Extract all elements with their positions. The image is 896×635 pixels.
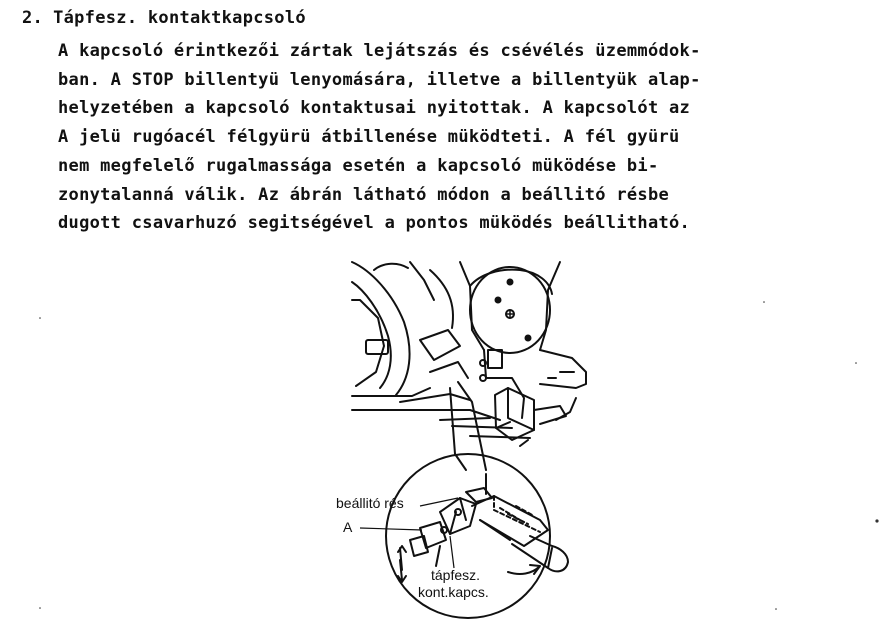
paragraph-line: ban. A STOP billentyü lenyomására, illetve a billentyük alap-: [58, 69, 701, 90]
section-number: 2.: [22, 8, 44, 28]
paragraph-line: A jelü rugóacél félgyürü átbillenése müködteti. A fél gyürü: [58, 127, 680, 148]
paragraph-line: zonytalanná válik. Az ábrán látható módon a beállitó résbe: [58, 184, 670, 205]
label-adjustment-slot: beállitó rés: [336, 495, 404, 511]
label-switch-line2: kont.kapcs.: [418, 584, 489, 600]
label-a: A: [343, 519, 353, 535]
paragraph-line: nem megfelelő rugalmassága esetén a kapcsoló müködése bi-: [58, 155, 659, 176]
section-title: Tápfesz. kontaktkapcsoló: [53, 8, 306, 28]
label-switch-line1: tápfesz.: [431, 567, 481, 583]
callout-line: [450, 388, 466, 470]
paragraph-line: dugott csavarhuzó segitségével a pontos müködés beállitható.: [58, 213, 691, 234]
paragraph-line: helyzetében a kapcsoló kontaktusai nyitottak. A kapcsolót az: [58, 98, 691, 119]
contact-switch-detail-drawing: [398, 474, 568, 582]
tape-deck-mechanism-drawing: [352, 262, 586, 446]
paragraph-line: A kapcsoló érintkezői zártak lejátszás és csévélés üzemmódok-: [58, 41, 701, 61]
